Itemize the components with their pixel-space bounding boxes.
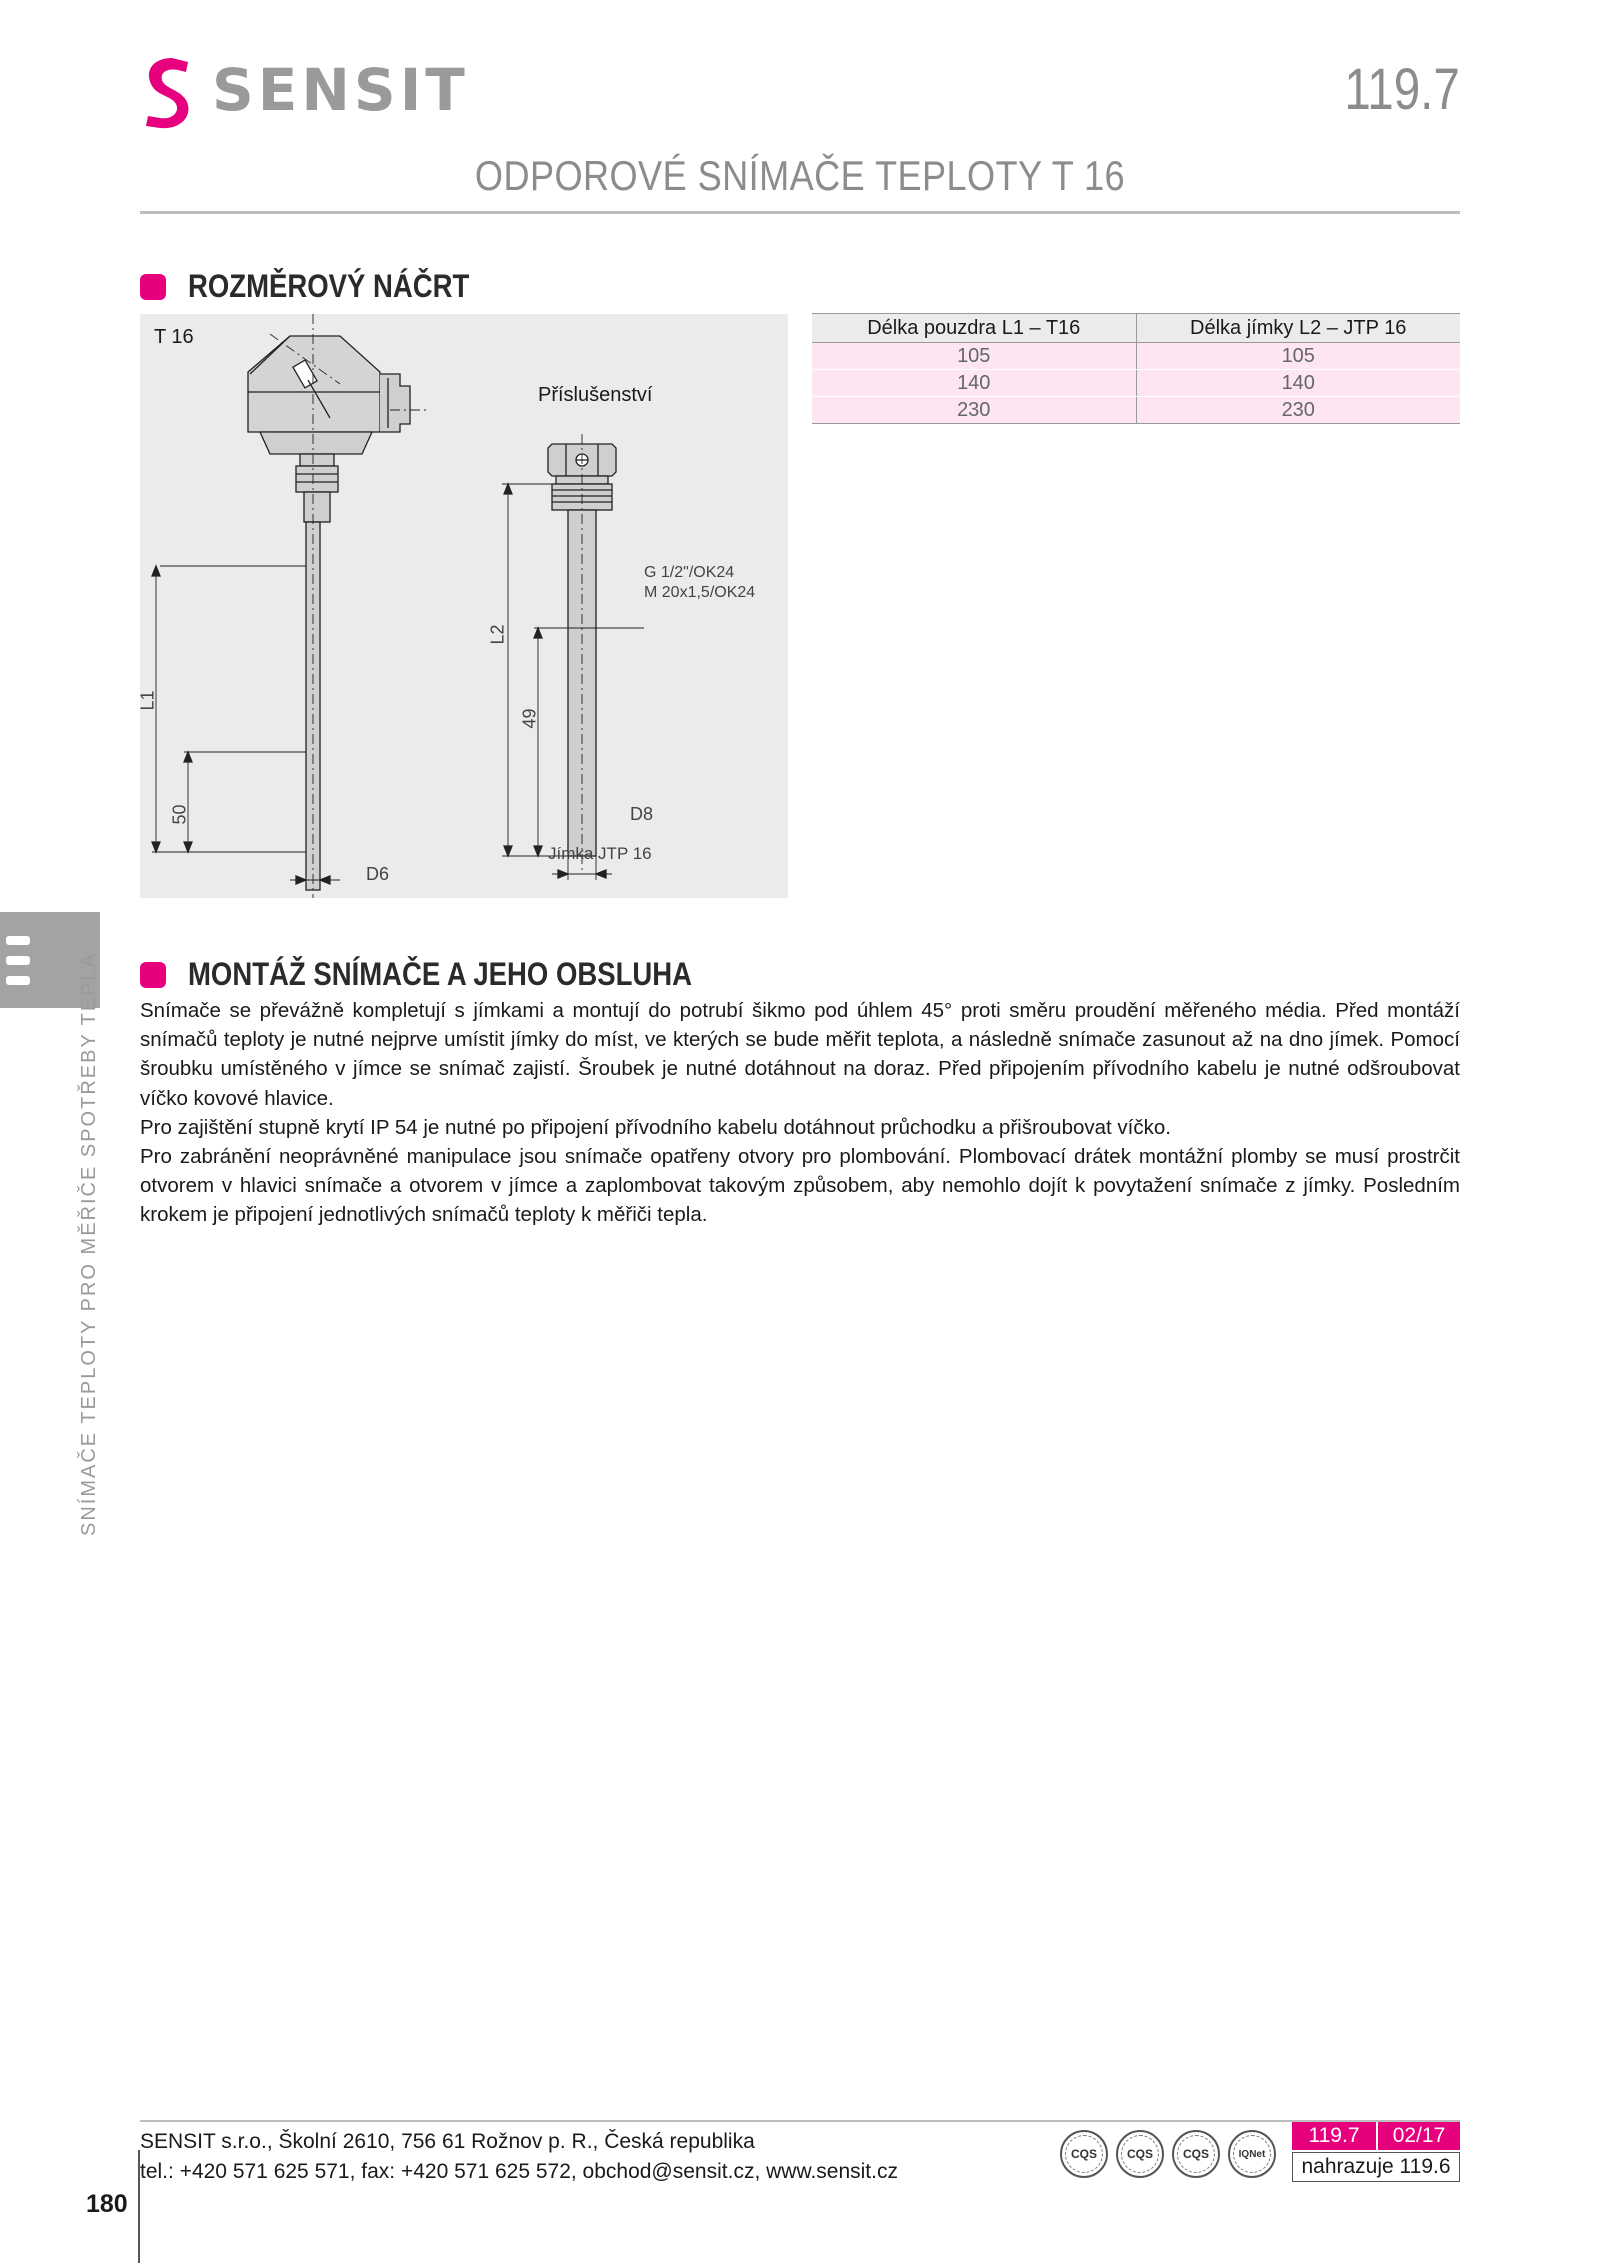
cert-badge-icon: CQS [1172,2130,1220,2178]
cert-badge-icon: CQS [1116,2130,1164,2178]
section-bullet-icon [140,274,166,300]
page-number-divider [138,2150,140,2263]
tab-bar-icon [6,976,30,985]
table-cell: 140 [812,370,1136,397]
table-cell: 140 [1136,370,1460,397]
table-cell: 105 [812,343,1136,370]
table-row [812,397,1460,424]
mounting-text [140,996,1460,1230]
brand-name: SENSIT [212,56,469,124]
page-number: 180 [86,2190,128,2218]
tab-bar-icon [6,956,30,965]
thread-label-2: M 20x1,5/OK24 [644,584,756,601]
table-cell: 230 [812,397,1136,424]
dim-49-label: 49 [519,708,540,729]
model-label: T 16 [154,326,194,348]
paragraph: Pro zajištění stupně krytí IP 54 je nutné po připojení přívodního kabelu dotáhnout průchodku a přišroubovat víčko. [140,1115,1171,1139]
footer-contact: tel.: +420 571 625 571, fax: +420 571 625 572, obchod@sensit.cz, www.sensit.cz [140,2160,898,2183]
table-header-well-length: Délka jímky L2 – JTP 16 [1136,314,1460,343]
sketch-heading: ROZMĚROVÝ NÁČRT [188,268,470,304]
dim-d8-label: D8 [630,804,654,824]
footer-divider [140,2120,1460,2122]
cert-badge-icon: CQS [1060,2130,1108,2178]
replaces-label: nahrazuje 119.6 [1292,2152,1460,2182]
page-title: ODPOROVÉ SNÍMAČE TEPLOTY T 16 [474,152,1126,199]
length-table [812,313,1460,424]
table-header-sensor-length: Délka pouzdra L1 – T16 [812,314,1136,343]
dim-50-label: 50 [169,804,190,825]
tab-bar-icon [6,936,30,945]
dimension-drawing [137,314,788,898]
paragraph: Snímače se převážně kompletují s jímkami a montují do potrubí šikmo pod úhlem 45° proti směru proudění měřeného média. Před montáží snímačů teploty je nutné nejprve umístit jímky do míst, ve kterých se bude měřit teplota, a následně snímače zasunout až na dno jímek. Pomocí šroubku umístěného v jímce se snímač zajistí. Šroubek je nutné dotáhnout na doraz. Před připojením přívodního kabelu je nutné odšroubovat víčko kovové hlavice. [140,999,1460,1110]
sensor-drawing-icon [137,314,788,898]
dim-l1-label: L1 [137,690,158,711]
doc-date-badge: 02/17 [1378,2122,1460,2150]
dim-d6-label: D6 [366,864,390,884]
title-divider [140,211,1460,214]
table-cell: 105 [1136,343,1460,370]
dim-l2-label: L2 [487,624,508,645]
section-bullet-icon [140,962,166,988]
well-label: Jímka JTP 16 [548,844,652,863]
thread-label-1: G 1/2"/OK24 [644,564,735,581]
accessory-label: Příslušenství [538,384,653,406]
chapter-label: SNÍMAČE TEPLOTY PRO MĚŘIČE SPOTŘEBY TEPLA [78,952,100,1536]
paragraph: Pro zabránění neoprávněné manipulace jsou snímače opatřeny otvory pro plombování. Plombovací drátek montážní plomby se musí prostrčit otvorem v hlavici snímače a otvorem v jímce a zaplombovat takovým způsobem, aby nemohlo dojít k povytažení snímače z jímky. Posledním krokem je připojení jednotlivých snímačů teploty k měřiči tepla. [140,1145,1460,1227]
table-cell: 230 [1136,397,1460,424]
page-code: 119.7 [1344,57,1460,122]
table-header-row [812,314,1460,343]
table-row [812,343,1460,370]
footer-address: SENSIT s.r.o., Školní 2610, 756 61 Rožnov p. R., Česká republika [140,2130,755,2153]
table-row [812,370,1460,397]
mounting-heading: MONTÁŽ SNÍMAČE A JEHO OBSLUHA [188,956,693,992]
doc-code-badge: 119.7 [1292,2122,1376,2150]
iqnet-badge-icon: IQNet [1228,2130,1276,2178]
